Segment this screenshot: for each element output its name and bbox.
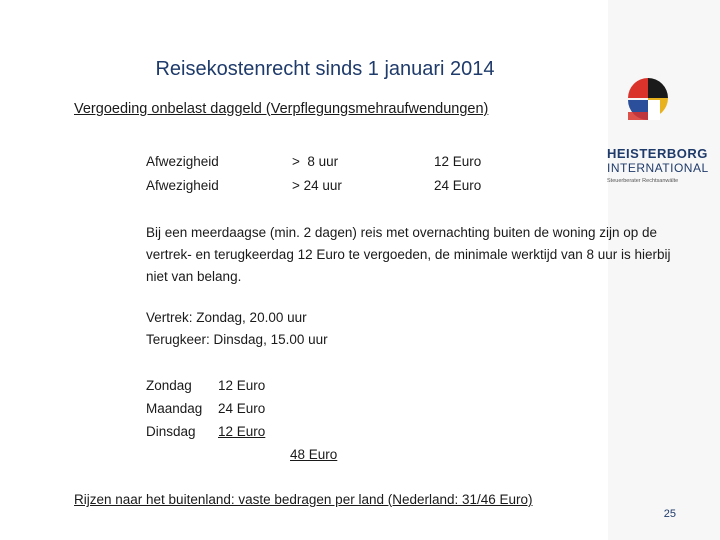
footer-note: Rijzen naar het buitenland: vaste bedragen per land (Nederland: 31/46 Euro) [74,492,533,507]
logo-line1: HEISTERBORG [607,146,708,161]
rate-amount: 24 Euro [434,178,482,193]
logo-tagline: Steuerberater Rechtsanwälte [607,178,679,184]
total-amount: 48 Euro [290,447,338,462]
day-label: Maandag [146,401,203,416]
departure-text: Vertrek: Zondag, 20.00 uur [146,310,307,325]
day-label: Zondag [146,378,192,393]
rate-label: Afwezigheid [146,178,219,193]
day-amount: 12 Euro [218,424,266,439]
slide-title: Reisekostenrecht sinds 1 januari 2014 [155,58,495,80]
page-number: 25 [663,508,676,520]
explanation-paragraph: Bij een meerdaagse (min. 2 dagen) reis met overnachting buiten de woning zijn op de vertrek- en terugkeerdag 12 Euro te vergoeden, de minimale werktijd van 8 uur is hierbij niet van belang. [146,225,671,284]
logo-mark-icon [626,76,672,134]
day-label: Dinsdag [146,424,196,439]
logo-line2: INTERNATIONAL [607,161,709,175]
rate-amount: 12 Euro [434,154,482,169]
rate-label: Afwezigheid [146,154,219,169]
rate-duration: > 8 uur [292,154,339,169]
rate-duration: > 24 uur [292,178,342,193]
return-text: Terugkeer: Dinsdag, 15.00 uur [146,332,328,347]
day-amount: 24 Euro [218,401,266,416]
slide-subtitle: Vergoeding onbelast daggeld (Verpflegungsmehraufwendungen) [74,101,489,117]
day-amount: 12 Euro [218,378,266,393]
